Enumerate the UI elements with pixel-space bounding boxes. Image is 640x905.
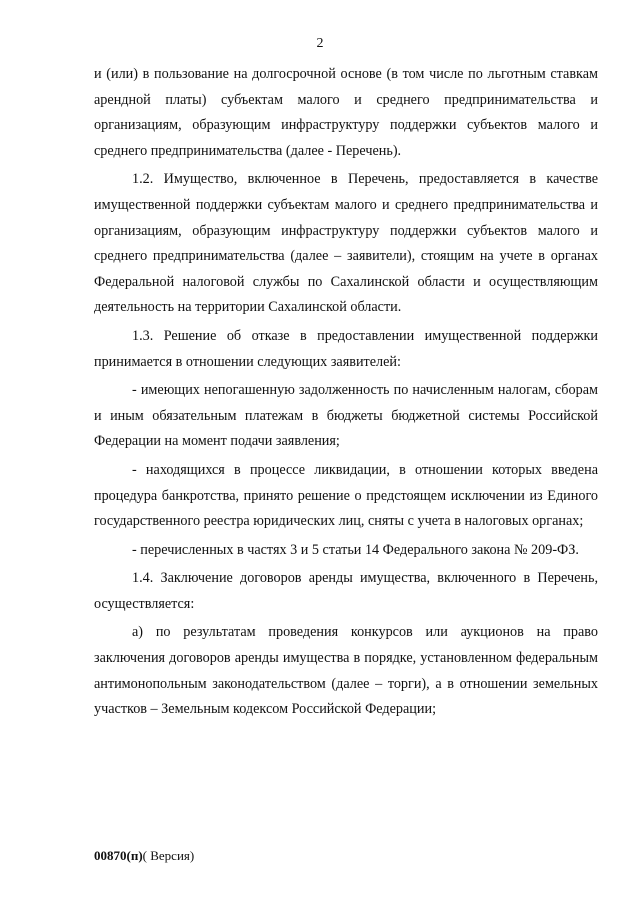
list-item-liquidation: - находящихся в процессе ликвидации, в отношении которых введена процедура банкротства, принято решение о предстоящем исключении из Единого государственного реестра юридических лиц, сняты с учета в налоговых органах; bbox=[94, 461, 598, 530]
footer bbox=[94, 848, 194, 864]
paragraph-1-4-a: а) по результатам проведения конкурсов или аукционов на право заключения договоров аренды имущества в порядке, установленном федеральным антимонопольным законодательством (далее – торги), а в отношении земельных участков – Земельным кодексом Российской Федерации; bbox=[94, 624, 598, 718]
paragraph-perechen-continuation: и (или) в пользование на долгосрочной основе (в том числе по льготным ставкам арендной платы) субъектам малого и среднего предпринимательства и организациям, образующим инфраструктуру поддержки субъектов малого и среднего предпринимательства (далее - Перечень). bbox=[94, 66, 598, 159]
paragraph-1-4: 1.4. Заключение договоров аренды имущества, включенного в Перечень, осуществляется: bbox=[94, 570, 598, 612]
version-label: ( Версия) bbox=[142, 848, 195, 863]
paragraph-1-3: 1.3. Решение об отказе в предоставлении имущественной поддержки принимается в отношении следующих заявителей: bbox=[94, 327, 598, 370]
document-body bbox=[94, 62, 598, 723]
page-number: 2 bbox=[316, 36, 324, 51]
list-item-law-209: - перечисленных в частях 3 и 5 статьи 14 Федерального закона № 209-ФЗ. bbox=[132, 541, 579, 558]
list-item-debt: - имеющих непогашенную задолженность по начисленным налогам, сборам и иным обязательным платежам в бюджеты бюджетной системы Российской Федерации на момент подачи заявления; bbox=[94, 382, 598, 450]
document-code: 00870(п) bbox=[94, 848, 143, 863]
paragraph-1-2: 1.2. Имущество, включенное в Перечень, предоставляется в качестве имущественной поддержки субъектам малого и среднего предпринимательства и организациям, образующим инфраструктуру поддержки субъектов малого и среднего предпринимательства (далее – заявители), стоящим на учете в органах Федеральной налоговой службы по Сахалинской области и осуществляющим деятельность на территории Сахалинской области. bbox=[94, 171, 598, 316]
